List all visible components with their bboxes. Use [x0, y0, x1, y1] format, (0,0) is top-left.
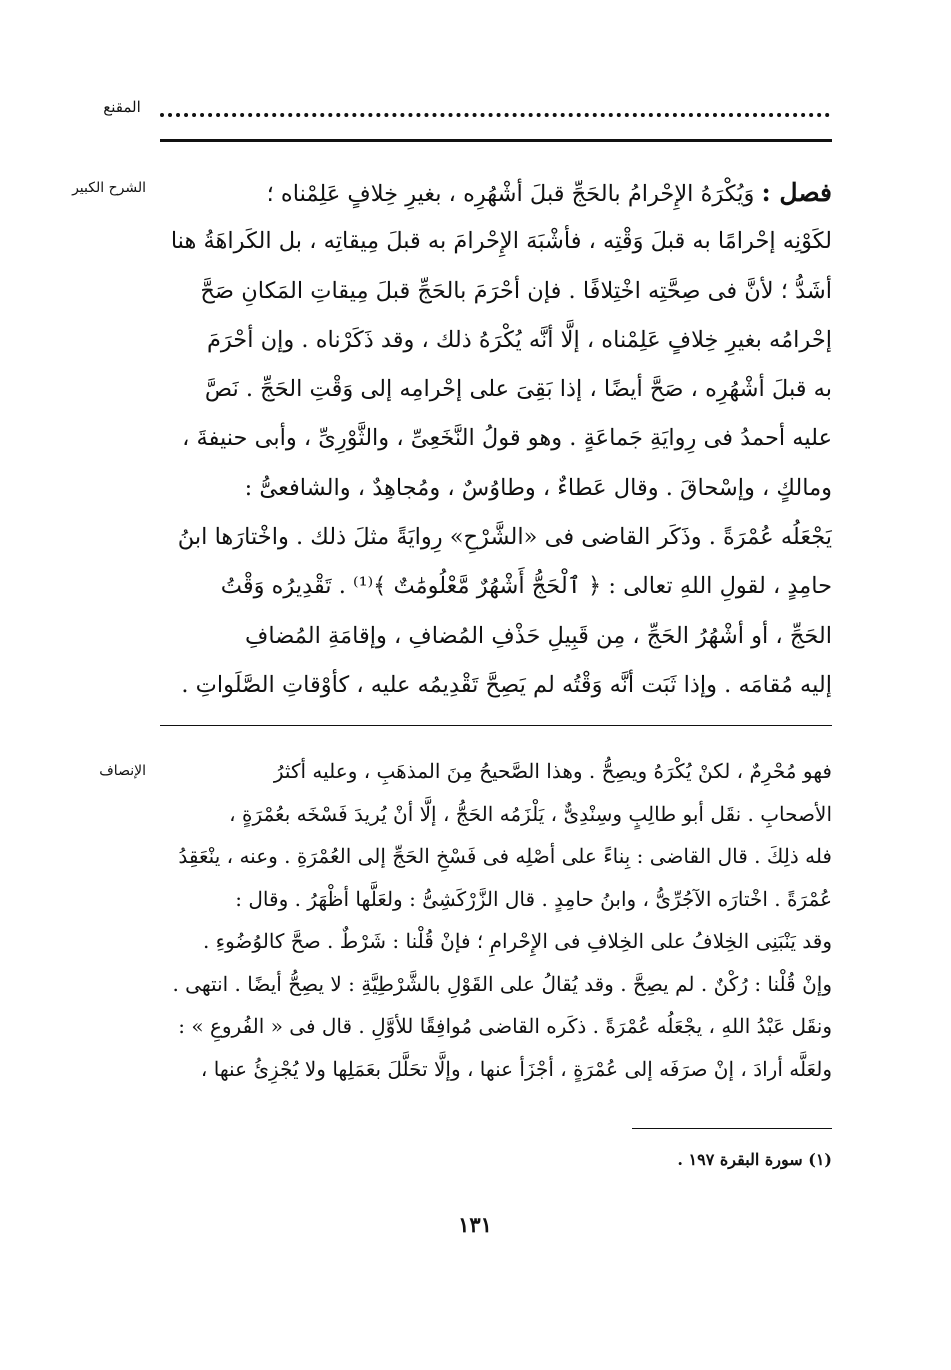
section-divider [160, 725, 832, 726]
sharh-line: إحْرامُه بغيرِ خِلافٍ عَلِمْناه ، إلَّا أنَّه يُكْرَهُ ذلك ، وقد ذَكَرْناه . وإن أحْرَمَ [206, 326, 832, 353]
sharh-line: فصل : وَيُكْرَهُ الإِحْرامُ بالحَجِّ قبلَ أشْهُرِه ، بغيرِ خِلافٍ عَلِمْناه ؛ [266, 178, 832, 207]
sharh-line: به قبلَ أشْهُرِه ، صَحَّ أيضًا ، إذا بَقِىَ على إحْرامِه إلى وَقْتِ الحَجِّ . نَصَّ [204, 376, 832, 403]
sharh-line: لكَوْنِه إحْرامًا به قبلَ وَقْتِه ، فأشْبَهَ الإِحْرامَ به قبلَ مِيقاتِه ، بل الكَراهَةُ هنا [170, 228, 832, 255]
insaf-text-block [160, 750, 832, 1090]
page-number: ١٣١ [458, 1212, 492, 1237]
side-label-insaf: الإنصاف [99, 763, 146, 779]
sharh-line: إليه مُقامَه . وإذا ثَبَت أنَّه وَقْتُه لم يَصِحَّ تَقْدِيمُه عليه ، كأوْقاتِ الصَّلَواتِ . [181, 671, 832, 698]
fasl-heading: فصل : [761, 178, 832, 207]
side-label-sharh: الشرح الكبير [72, 180, 146, 196]
insaf-line: وإنْ قُلْنا : رُكْنٌ . لم يصِحَّ . وقد يُقالُ على القَوْلِ بالشَّرْطِيَّةِ : لا يصِحُّ أيضًا . انتهى . [172, 971, 832, 996]
sharh-line: حامِدٍ ، لقولِ اللهِ تعالى : ﴿ ٱلْحَجُّ أَشْهُرٌ مَّعْلُومَٰتٌ ﴾⁽¹⁾ . تَقْدِيرُه وَقْتُ [220, 573, 832, 600]
sharh-text-block [160, 168, 832, 710]
sharh-line: عليه أحمدُ فى رِوايَةِ جَماعَةٍ . وهو قولُ النَّخَعِىِّ ، والثَّوْرِىِّ ، وأبى حنيفةَ ، [182, 425, 832, 452]
footnote-rule [632, 1128, 832, 1129]
sharh-line: الحَجِّ ، أو أشْهُرُ الحَجِّ ، مِن قَبِيلِ حَذْفِ المُضافِ ، وإقامَةِ المُضافِ [245, 622, 832, 649]
header-rule [160, 139, 832, 142]
insaf-line: الأصحابِ . نقَل أبو طالِبٍ وسِنْدِىٌّ ، يَلْزَمُه الحَجُّ ، إلَّا أنْ يُريدَ فَسْخَه بعُمْرَةٍ ، [229, 801, 832, 826]
sharh-line: يَجْعَلُه عُمْرَةً . وذَكَر القاضى فى «الشَّرْحِ» رِوايَةً مثلَ ذلك . واخْتارَها ابنُ [177, 524, 832, 551]
insaf-line: وقد يَنْبَنِى الخِلافُ على الخِلافِ فى الإِحْرامِ ؛ فإنْ قُلْنا : شَرْطٌ . صحَّ كالوُضُوءِ . [202, 929, 832, 953]
sharh-line: ومالكٍ ، وإسْحاقَ . وقال عَطاءٌ ، وطاوُسٌ ، ومُجاهِدٌ ، والشافعىُّ : [244, 474, 832, 501]
running-header-title: المقنع [103, 98, 141, 116]
header-dotted-leader [160, 103, 830, 117]
insaf-line: فله ذلِكَ . قال القاضى : بِناءً على أصْلِه فى فَسْخِ الحَجِّ إلى العُمْرَةِ . وعنه ، ينْعَقِدُ [178, 844, 832, 868]
sharh-line: أشَدُّ ؛ لأنَّ فى صِحَّتِه اخْتِلافًا . فإن أحْرَمَ بالحَجِّ قبلَ مِيقاتِ المَكانِ صَحَّ [200, 277, 832, 304]
insaf-line: ونقَل عَبْدُ اللهِ ، يجْعَلُه عُمْرَةً . ذكَره القاضى مُوافِقًا للأوَّلِ . قال فى « الفُروعِ » : [178, 1014, 832, 1038]
insaf-line: عُمْرَةً . اخْتارَه الآجُرِّىُّ ، وابنُ حامِدٍ . قال الزَّرْكَشِىُّ : ولعَلَّها أظْهَرُ . وقال : [235, 886, 832, 911]
insaf-line: ولعَلَّه أرادَ ، إنْ صرَفَه إلى عُمْرَةٍ ، أجْزَأ عنها ، وإلَّا تحَلَّلَ بعَمَلِها ولا يُجْزِئُ عنها ، [200, 1056, 832, 1081]
footnote: (١) سورة البقرة ١٩٧ . [677, 1150, 832, 1169]
insaf-line: فهو مُحْرِمٌ ، لكنْ يُكْرَهُ ويصِحُّ . وهذا الصَّحيحُ مِنَ المذهَبِ ، وعليه أكثرُ [273, 759, 832, 783]
